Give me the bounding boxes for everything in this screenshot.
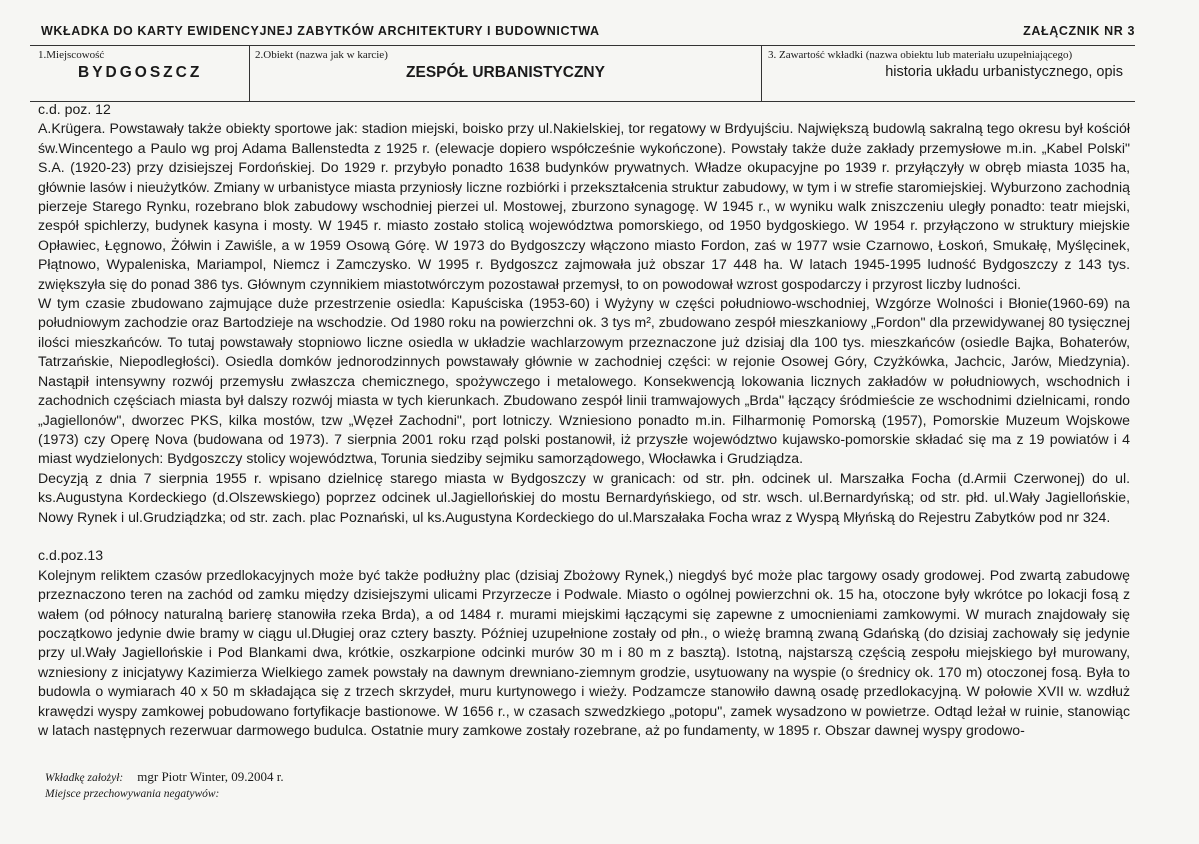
section-heading-13: c.d.poz.13 [38,547,104,564]
locality-label: 1.Miejscowość [38,49,105,61]
locality-value: BYDGOSZCZ [78,64,203,81]
section-12-paragraph-2: W tym czasie zbudowano zajmujące duże przestrzenie osiedla: Kapuściska (1953-60) i Wyżyny w części południowo-wschodniej, Wzgórze Wolności i Błonie(1960-69) na południowym zachodzie oraz Bartodzieje na wschodzie. Od 1980 roku na powierzchni ok. 3 tys m², zbudowano zespół mieszkaniowy „Fordon" dla przewidywanej 80 tysięcznej ilości mieszkańców. To tutaj powstawały stopniowo liczne osiedla w układzie wachlarzowym przeznaczone już dzisiaj dla 100 tys. mieszkańców (osiedle Bajka, Bohaterów, Tatrzańskie, Niepodległości). Osiedla domków jednorodzinnych powstawały głównie w zachodniej części: w rejonie Osowej Góry, Czyżkówka, Jachcic, Jarów, Miedzynia). Nastąpił intensywny rozwój przemysłu zwłaszcza chemicznego, spożywczego i metalowego. Konsekwencją lokowania licznych zakładów w południowych, wschodnich i zachodnich częściach miasta był dalszy rozwój miasta w tych kierunkach. Zbudowano zespół linii tramwajowych „Brda" łączący śródmieście ze wschodnimi dzielnicami, rondo „Jagiellonów", dworzec PKS, kilka mostów, tzw „Węzeł Zachodni", port lotniczy. Wzniesiono ponadto m.in. Filharmonię Pomorską (1957), Pomorskie Muzeum Wojskowe (1973) czy Operę Nova (budowana od 1973). 7 sierpnia 2001 roku rząd polski postanowił, iż przyszłe województwo kujawsko-pomorskie składać się ma z 19 powiatów i 4 miast wydzielonych: Bydgoszczy stolicy województwa, Torunia siedziby sejmiku samorządowego, Włocławka i Grudziądza. [38,295,1130,467]
object-field [250,46,762,101]
locality-field [30,46,250,101]
author-line [45,769,284,785]
negatives-label: Miejsce przechowywania negatywów: [45,788,220,800]
author-label: Wkładkę założył: [45,772,124,784]
contents-label: 3. Zawartość wkładki (nazwa obiektu lub materiału uzupełniającego) [768,49,1073,61]
object-value: ZESPÓŁ URBANISTYCZNY [406,64,605,81]
negatives-line [45,785,233,801]
section-13-paragraph-1: Kolejnym reliktem czasów przedlokacyjnych może być także podłużny plac (dzisiaj Zbożowy Rynek,) niegdyś być może plac targowy osady grodowej. Pod zwartą zabudowę przeznaczono teren na zachód od zamku między dzisiejszymi ulicami Przyrzecze i Podwale. Miasto o ogólnej powierzchni ok. 15 ha, otoczone były wkrótce po lokacji fosą z wałem (od północy naturalną barierę stanowiła rzeka Brda), a od 1484 r. murami miejskimi łączącymi się zapewne z umocnieniami zamkowymi. W murach znajdowały się początkowo jedynie dwie bramy w ciągu ul.Długiej oraz cztery baszty. Później uzupełnione zostały od płn., o wieżę bramną zwaną Gdańską (do dzisiaj zachowały się jedynie przy ul.Wały Jagiellońskie i Pod Blankami dwa, krótkie, oszkarpione odcinki murów 30 m i 80 m z basztą). Istotną, najstarszą częścią zespołu miejskiego był murowany, wzniesiony z inicjatywy Kazimierza Wielkiego zamek powstały na dawnym drewniano-ziemnym grodzie, usytuowany na wyspie (o średnicy ok. 170 m) otoczonej fosą. Była to budowla o wymiarach 40 x 50 m składająca się z trzech skrzydeł, muru kurtynowego i wieży. Podzamcze stanowiło dawną osadę przedlokacyjną. W połowie XVII w. wzdłuż krawędzi wyspy zamkowej pobudowano fortyfikacje bastionowe. W 1656 r., w czasach szwedzkiego „potopu", zamek wysadzono w powietrze. Odtąd leżał w ruinie, stanowiąc w latach następnych rezerwuar darmowego budulca. Ostatnie mury zamkowe zostały rozebrane, aż po fundamenty, w 1895 r. Obszar dawnej wyspy grodowo- [38,566,1130,738]
contents-field [762,46,1135,101]
section-spacer [38,527,1130,546]
section-heading-12: c.d. poz. 12 [38,101,111,117]
author-value: mgr Piotr Winter, 09.2004 r. [137,769,284,784]
section-12-paragraph-3: Decyzją z dnia 7 sierpnia 1955 r. wpisano dzielnicę starego miasta w Bydgoszczy w granicach: od str. płn. odcinek ul. Marszałka Focha (d.Armii Czerwonej) do ul. ks.Augustyna Kordeckiego (d.Olszewskiego) poprzez odcinek ul.Jagiellońskiej do mostu Bernardyńskiego, od str. wsch. ul.Bernardyńską; od str. płd. ul.Wały Jagiellońskie, Nowy Rynek i ul.Grudziądzka; od str. zach. plac Poznański, ul ks.Augustyna Kordeckiego do ul.Marszałaka Focha wraz z Wyspą Młyńską do Rejestru Zabytków pod nr 324. [38,469,1130,525]
attachment-number: ZAŁĄCZNIK NR 3 [1023,24,1135,38]
contents-value: historia układu urbanistycznego, opis [885,64,1123,80]
document-title: WKŁADKA DO KARTY EWIDENCYJNEJ ZABYTKÓW ARCHITEKTURY I BUDOWNICTWA [41,24,600,38]
object-label: 2.Obiekt (nazwa jak w karcie) [255,49,388,61]
section-12-paragraph-1: A.Krügera. Powstawały także obiekty sportowe jak: stadion miejski, boisko przy ul.Nakielskiej, tor regatowy w Brdyujściu. Największą budowlą sakralną tego okresu był kościół św.Wincentego a Paulo wg proj Adama Ballenstedta z 1925 r. (elewacje dopiero współcześnie wykończone). Powstały także duże zakłady przemysłowe m.in. „Kabel Polski" S.A. (1920-23) przy dzisiejszej Fordońskiej. Do 1929 r. przybyło ponadto 1638 budynków prywatnych. Władze okupacyjne po 1939 r. przyłączyły w obręb miasta 1035 ha, głównie lasów i nieużytków. Zmiany w urbanistyce miasta przyniosły liczne rozbiórki i przekształcenia struktur zabudowy, w tym i w strefie staromiejskiej. Wyburzono zachodnią pierzeje Starego Rynku, rozebrano blok zabudowy wschodniej pierzei ul. Mostowej, zburzono synagogę. W 1945 r., w wyniku walk zniszczeniu uległy ponadto: teatr miejski, zespół spichlerzy, budynek kasyna i mosty. W 1945 r. miasto zostało stolicą województwa pomorskiego, od 1950 bydgoskiego. W 1954 r. przyłączono w struktury miejskie Opławiec, Łęgnowo, Żółwin i Zawiśle, a w 1959 Osową Górę. W 1973 do Bydgoszczy włączono miasto Fordon, zaś w 1977 wsie Czarnowo, Łoskoń, Smukałę, Myślęcinek, Płątnowo, Wypaleniska, Mariampol, Niemcz i Zamczysko. W 1995 r. Bydgoszcz zajmowała już obszar 17 448 ha. W latach 1945-1995 ludność Bydgoszczy z 143 tys. zwiększyła się do ponad 386 tys. Głównym czynnikiem miastotwórczym pozostawał przemysł, to on powodował wzrost gospodarczy i przyrost liczby ludności. [38,120,1130,292]
document-body [38,100,1130,740]
header-fields-table [30,45,1135,102]
document-header [0,0,1199,44]
